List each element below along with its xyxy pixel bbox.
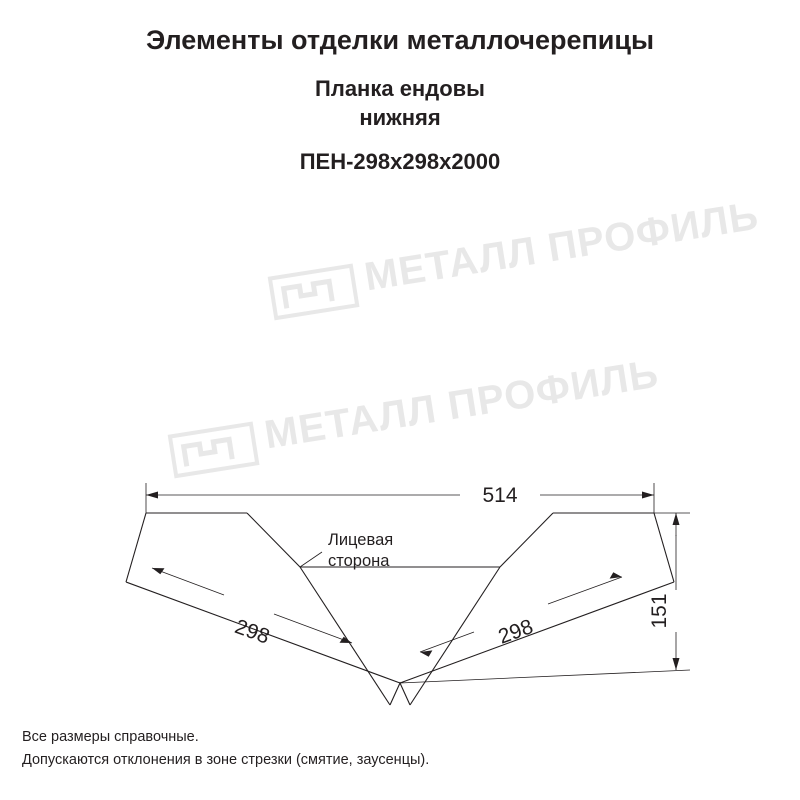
arrow-298-left-start	[152, 568, 165, 574]
ext-line-151-bottom	[400, 670, 690, 683]
drawing-svg	[0, 200, 800, 649]
dim-line-298-left-upper	[152, 568, 224, 595]
dim-line-298-right-upper	[548, 577, 622, 604]
profile-left-edge	[126, 513, 146, 582]
profile-right-inner-fold	[500, 513, 553, 567]
technical-drawing	[0, 200, 800, 649]
profile-valley-bottom	[390, 683, 410, 705]
dim-label-151: 151	[648, 593, 671, 629]
product-name	[0, 74, 800, 133]
profile-left-inner-fold	[247, 513, 300, 567]
note-line-1: Все размеры справочные.	[22, 728, 199, 745]
profile-right-edge	[654, 513, 674, 582]
product-name-line1: Планка ендовы	[315, 75, 485, 101]
dim-label-514: 514	[482, 484, 518, 507]
profile-right-slope-outer	[400, 582, 674, 683]
page-title: Элементы отделки металлочерепицы	[145, 25, 655, 55]
profile-right-inner-slope	[410, 567, 500, 705]
product-code: ПЕН-298х298х2000	[299, 149, 501, 175]
product-name-line2: нижняя	[359, 105, 441, 131]
leader-line-face-side	[300, 552, 322, 567]
arrow-151-bottom	[673, 658, 680, 670]
dim-label-298-left: 298	[231, 615, 273, 649]
dim-label-298-right: 298	[495, 615, 537, 649]
arrow-151-top	[673, 513, 680, 525]
footer-notes	[22, 726, 429, 772]
arrow-514-left	[146, 492, 158, 499]
arrow-514-right	[642, 492, 654, 499]
annotation-face-side-line1: Лицевая	[328, 531, 394, 549]
watermark-text: МЕТАЛЛ ПРОФИЛЬ	[261, 351, 662, 458]
profile-left-inner-slope	[300, 567, 390, 705]
watermark-text: МЕТАЛЛ ПРОФИЛЬ	[361, 193, 762, 300]
title-block	[0, 26, 800, 175]
note-line-2: Допускаются отклонения в зоне стрезки (смятие, заусенцы).	[22, 751, 430, 768]
annotation-face-side-line2: сторона	[328, 552, 390, 570]
